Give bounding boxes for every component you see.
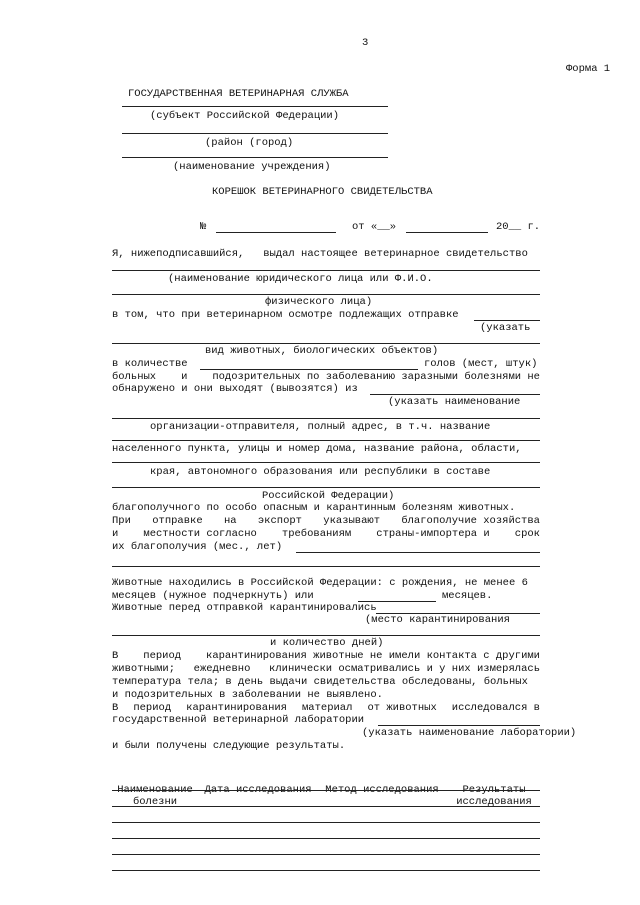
lab-word-6: исследовался в [451, 702, 540, 714]
subject-line [122, 106, 388, 107]
months-word: месяцев. [442, 590, 493, 602]
institution-line [122, 157, 388, 158]
quarantine-line-1 [112, 650, 540, 662]
sick-word-3: подозрительных по заболеванию заразными болезнями не [212, 371, 540, 383]
export2-word-3: требованиям [281, 528, 352, 540]
district-caption: (район (город) [205, 137, 294, 149]
origin-blank [370, 394, 540, 395]
col-method-header: Метод исследования [325, 784, 439, 796]
lab-line-1 [112, 702, 540, 714]
sick-word-1: больных [112, 371, 157, 383]
lab-word-5: от животных [367, 702, 437, 714]
months-line: месяцев (нужное подчеркнуть) или [112, 590, 314, 602]
export-word-3: на [223, 515, 237, 527]
date-from: от «__» [352, 221, 397, 233]
animals-rf-line: Животные находились в Российской Федерации: с рождения, не менее 6 [112, 577, 528, 589]
table-row [112, 870, 540, 871]
legal-name-caption: (наименование юридического лица или Ф.И.О. [168, 273, 433, 285]
lab-line-2: государственной ветеринарной лаборатории [112, 714, 365, 726]
specify-caption: (указать [480, 322, 531, 334]
number-line [216, 232, 336, 233]
lab-results-line: и были получены следующие результаты. [112, 740, 346, 752]
physical-line [112, 294, 540, 295]
quarantine-line-3: температура тела; в день выдачи свидетельства обследованы, больных [112, 676, 528, 688]
region-line [112, 462, 540, 463]
number-sign: № [200, 221, 207, 233]
quantity-label: в количестве [112, 358, 188, 370]
district-line [122, 133, 388, 134]
table-row [112, 822, 540, 823]
export2-word-5: срок [514, 528, 540, 540]
sick-word-2: и [181, 371, 188, 383]
q1-word-2: период [143, 650, 182, 662]
q2-word-2: ежедневно [193, 663, 251, 675]
rf-line [112, 487, 540, 488]
not-found-line: обнаружено и они выходят (вывозятся) из [112, 383, 358, 395]
document-title: КОРЕШОК ВЕТЕРИНАРНОГО СВИДЕТЕЛЬСТВА [212, 186, 433, 198]
export-word-6: благополучие хозяйства [401, 515, 540, 527]
export-line-3: их благополучия (мес., лет) [112, 541, 283, 553]
quarantine-line-4: и подозрительных в заболевании не выявлено. [112, 689, 383, 701]
export-line-1 [112, 515, 540, 527]
legal-name-line [112, 270, 540, 271]
export2-word-4: страны-импортера и [376, 528, 490, 540]
export2-word-1: и [112, 528, 119, 540]
date-line [406, 232, 488, 233]
physical-caption: физического лица) [265, 296, 373, 308]
org-caption: организации-отправителя, полный адрес, в т.ч. название [150, 421, 491, 433]
table-row [112, 838, 540, 839]
quarantined-line: Животные перед отправкой карантинировались [112, 602, 377, 614]
col-date-header: Дата исследования [204, 784, 312, 796]
q1-word-1: В [112, 650, 119, 662]
lab-word-2: период [133, 702, 172, 714]
service-title: ГОСУДАРСТВЕННАЯ ВЕТЕРИНАРНАЯ СЛУЖБА [128, 88, 349, 100]
q2-word-3: клинически осматривались и у них измерялась [269, 663, 540, 675]
settlement-line [112, 440, 540, 441]
export-line-2 [112, 528, 540, 540]
region-caption: края, автономного образования или республики в составе [150, 466, 491, 478]
sick-line [112, 371, 540, 383]
export-word-4: экспорт [257, 515, 302, 527]
export-word-1: При [112, 515, 131, 527]
table-row [112, 854, 540, 855]
name-caption: (указать наименование [388, 396, 521, 408]
lab-word-3: карантинирования [186, 702, 287, 714]
table-row [112, 790, 540, 791]
rf-caption: Российской Федерации) [262, 490, 395, 502]
species-line [112, 343, 540, 344]
species-caption: вид животных, биологических объектов) [205, 345, 439, 357]
form-label: Форма 1 [566, 63, 611, 75]
page-number: 3 [362, 37, 369, 49]
days-caption: и количество дней) [270, 637, 384, 649]
col-disease-header: Наименование болезни [117, 784, 193, 808]
days-line [112, 635, 540, 636]
q1-word-3: карантинирования животные не имели контакта с другими [206, 650, 540, 662]
statement-line: Я, нижеподписавшийся, выдал настоящее ветеринарное свидетельство [112, 248, 528, 260]
quantity-unit: голов (мест, штук) [424, 358, 538, 370]
date-year: 20__ г. [496, 221, 541, 233]
wellbeing-term-blank [296, 552, 540, 553]
institution-caption: (наименование учреждения) [173, 161, 331, 173]
export-word-5: указывают [323, 515, 381, 527]
quarantine-place-caption: (место карантинирования [365, 614, 510, 626]
wellbeing-line: благополучного по особо опасным и карантинным болезням животных. [112, 502, 516, 514]
lab-word-1: В [112, 702, 119, 714]
lab-word-4: материал [302, 702, 353, 714]
wellbeing-extra-line [112, 566, 540, 567]
org-line [112, 418, 540, 419]
subject-caption: (субъект Российской Федерации) [150, 110, 340, 122]
lab-caption: (указать наименование лаборатории) [362, 727, 577, 739]
export2-word-2: местности согласно [143, 528, 257, 540]
quarantine-line-2 [112, 663, 540, 675]
table-row [112, 806, 540, 807]
q2-word-1: животными; [112, 663, 176, 675]
export-word-2: отправке [152, 515, 203, 527]
inspection-line: в том, что при ветеринарном осмотре подлежащих отправке [112, 309, 459, 321]
settlement-caption: населенного пункта, улицы и номер дома, название района, области, [112, 443, 522, 455]
lab-blank [378, 725, 540, 726]
col-results-header: Результаты исследования [456, 784, 532, 808]
quantity-blank [200, 369, 418, 370]
inspection-blank [474, 320, 540, 321]
